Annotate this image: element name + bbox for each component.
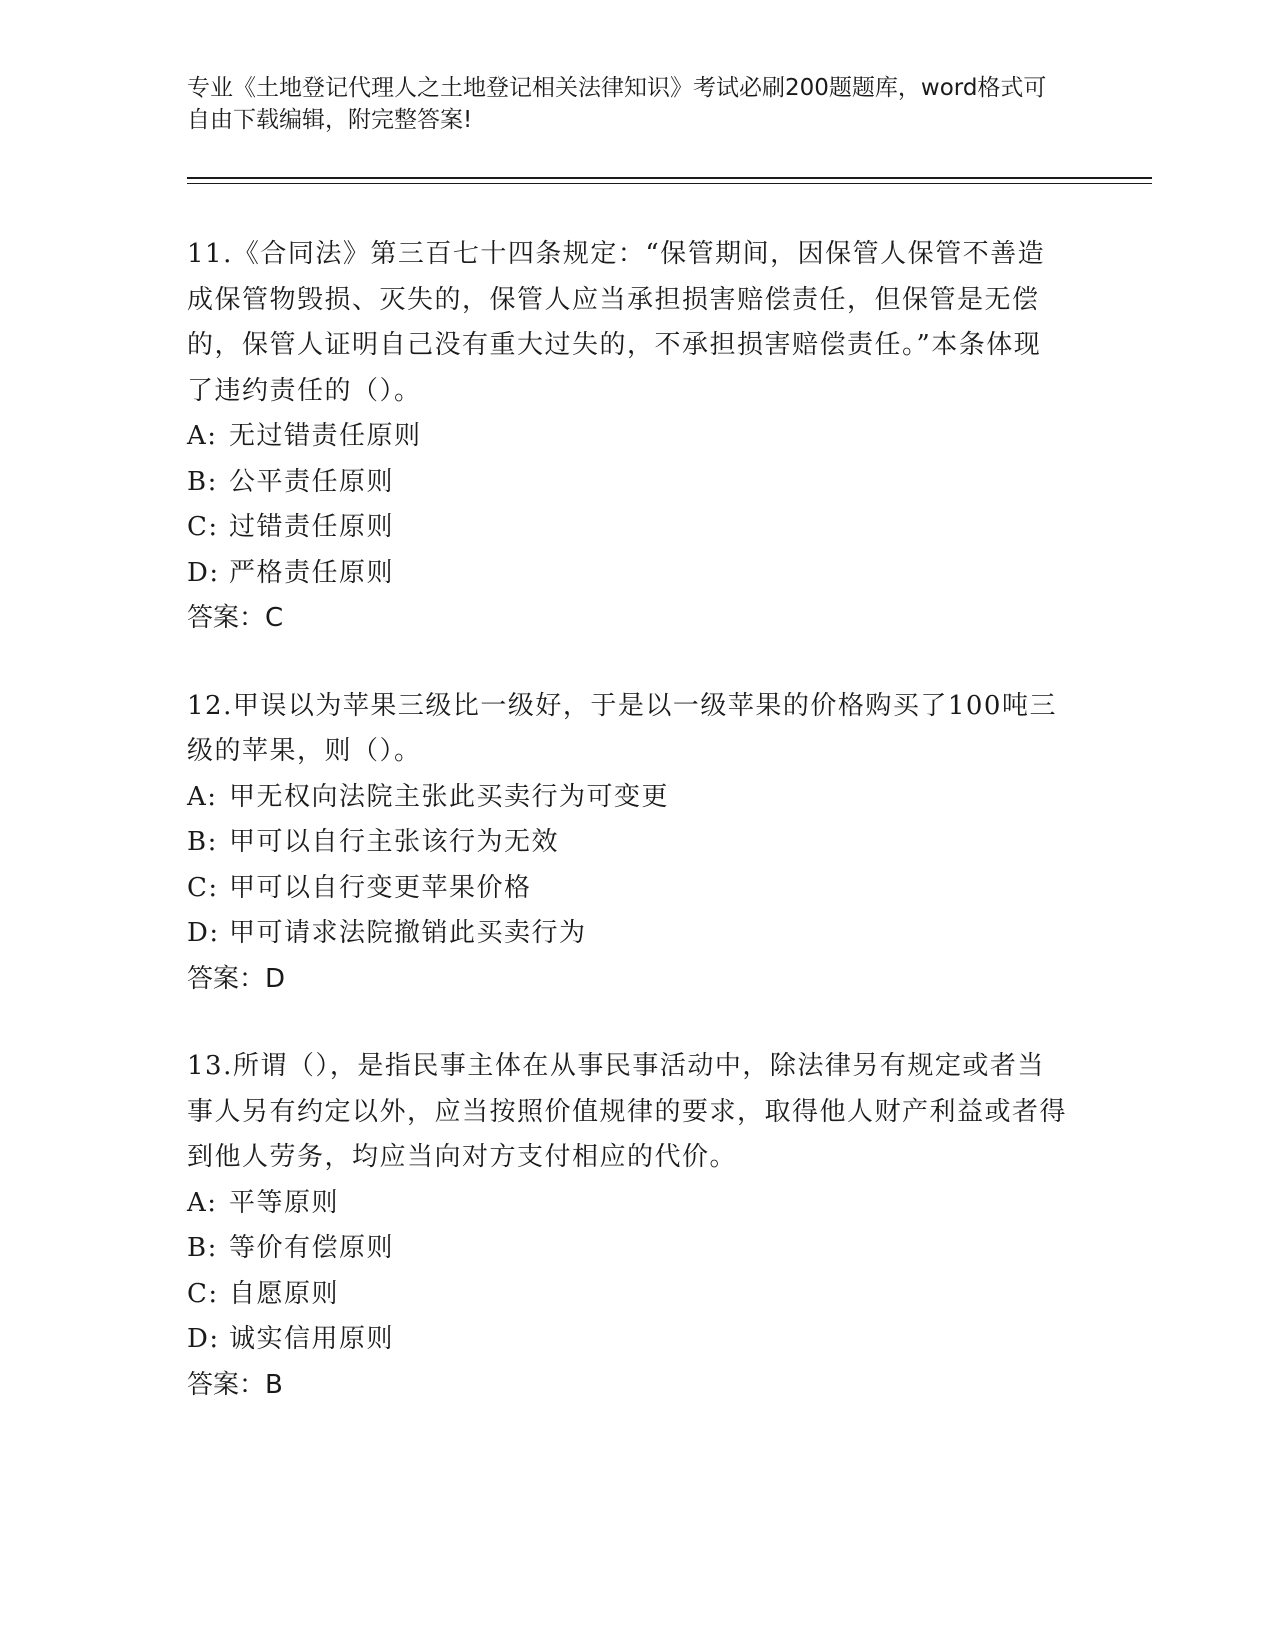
option-d [187,1317,1067,1363]
option-d [187,911,1067,957]
option-b [187,820,1067,866]
answer-line: 答案：C [187,603,284,633]
option-letter: D: [187,557,220,588]
option-text: 甲可以自行变更苹果价格 [229,872,532,903]
option-text: 等价有偿原则 [229,1233,395,1263]
answer-line: 答案：B [187,1369,283,1400]
option-letter: D: [187,918,220,948]
question-stem: 11.《合同法》第三百七十四条规定：“保管期间，因保管人保管不善造成保管物毁损、灭失的，保管人应当承担损害赔偿责任，但保管是无偿的，保管人证明自己没有重大过失的，不承担损害赔偿责任。”本条体现了违约责任的（）。 [187,239,1046,406]
option-letter: A: [187,781,218,812]
option-text: 公平责任原则 [229,466,395,497]
header-divider-thick [187,177,1152,179]
answer-line: 答案：D [187,963,286,994]
option-letter: C: [187,872,219,903]
document-header [187,72,1067,136]
option-letter: A: [187,421,218,451]
option-text: 自愿原则 [229,1278,340,1309]
option-b [187,460,1067,506]
option-text: 过错责任原则 [229,512,395,542]
option-letter: B: [187,827,218,857]
option-letter: C: [187,512,219,542]
option-letter: A: [187,1187,218,1218]
question-list [187,232,1067,1450]
option-text: 无过错责任原则 [229,421,422,451]
option-text: 诚实信用原则 [229,1324,395,1354]
option-a [187,775,1067,821]
question-12 [187,684,1067,1003]
header-title: 专业《土地登记代理人之土地登记相关法律知识》考试必刷200题题库，word格式可自由下载编辑，附完整答案! [187,75,1047,133]
option-letter: B: [187,1233,218,1263]
option-letter: D: [187,1324,220,1354]
option-letter: C: [187,1278,219,1309]
option-text: 甲可请求法院撤销此买卖行为 [229,918,587,948]
option-c [187,1272,1067,1318]
option-a [187,414,1067,460]
option-text: 甲无权向法院主张此买卖行为可变更 [229,781,670,812]
question-11 [187,232,1067,642]
option-d [187,551,1067,597]
option-text: 严格责任原则 [229,557,395,588]
question-stem: 12.甲误以为苹果三级比一级好，于是以一级苹果的价格购买了100吨三级的苹果，则（）。 [187,690,1057,766]
document-page [187,0,1152,1650]
header-divider-thin [187,183,1152,184]
option-c [187,505,1067,551]
option-c [187,866,1067,912]
option-b [187,1226,1067,1272]
option-letter: B: [187,466,218,497]
question-13 [187,1044,1067,1408]
question-stem: 13.所谓（），是指民事主体在从事民事活动中，除法律另有规定或者当事人另有约定以外，应当按照价值规律的要求，取得他人财产利益或者得到他人劳务，均应当向对方支付相应的代价。 [187,1051,1068,1172]
option-text: 甲可以自行主张该行为无效 [229,827,560,857]
option-text: 平等原则 [229,1187,340,1218]
option-a [187,1181,1067,1227]
